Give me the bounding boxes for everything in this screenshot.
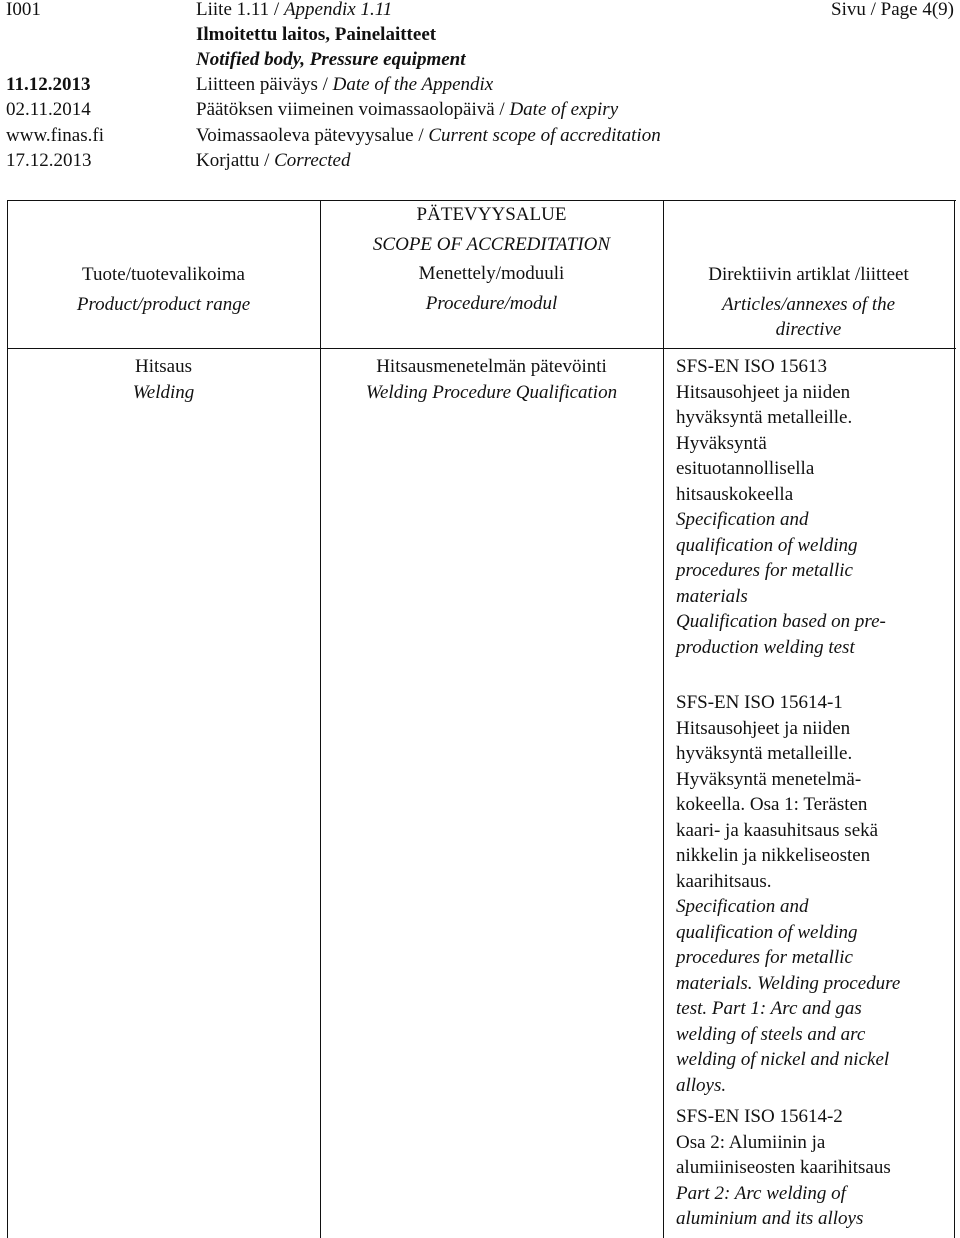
standard-description-en: aluminium and its alloys <box>676 1208 864 1229</box>
standard-description-en: welding of nickel and nickel <box>676 1049 890 1070</box>
scope-title-en: SCOPE OF ACCREDITATION <box>372 233 611 255</box>
standard-description-en: welding of steels and arc <box>676 1023 866 1045</box>
standard-entry <box>676 1104 952 1232</box>
procedure-en: Welding Procedure Qualification <box>365 381 618 403</box>
procedure-fi: Hitsausmenetelmän pätevöinti <box>376 356 607 377</box>
standard-description-en: Specification and <box>676 509 809 530</box>
standard-description-fi: Hyväksyntä <box>676 432 767 454</box>
standard-description-en: alloys. <box>676 1074 727 1096</box>
standard-description-en: Qualification based on pre- <box>676 611 886 632</box>
standard-description-en: materials. Welding procedure <box>676 972 901 994</box>
product-fi: Hitsaus <box>135 356 192 377</box>
col-divider-2 <box>663 200 664 1238</box>
table-border-top <box>7 200 956 201</box>
standard-description-fi: kokeella. Osa 1: Terästen <box>676 794 868 815</box>
standard-description-en: test. Part 1: Arc and gas <box>676 998 862 1019</box>
appendix-line: Liite 1.11 / Appendix 1.11 <box>196 0 393 20</box>
product-en: Welding <box>132 381 195 403</box>
standard-description-en: materials <box>676 585 748 607</box>
notified-body-fi: Ilmoitettu laitos, Painelaitteet <box>196 24 437 45</box>
standard-description-fi: kaari- ja kaasuhitsaus sekä <box>676 819 879 841</box>
col-product-header: Tuote/tuotevalikoima Product/product range <box>76 264 251 315</box>
standard-description-fi: Hitsausohjeet ja niiden <box>676 381 851 403</box>
page-number: Sivu / Page 4(9) <box>831 0 954 20</box>
standard-code: SFS-EN ISO 15613 <box>676 356 827 377</box>
scope-title-fi: PÄTEVYYSALUE <box>416 204 567 225</box>
standard-description-fi: esituotannollisella <box>676 458 815 479</box>
notified-body-en: Notified body, Pressure equipment <box>196 49 466 70</box>
table-border-right <box>954 200 955 1238</box>
appendix-date-label: Liitteen päiväys / Date of the Appendix <box>196 74 494 95</box>
scope-label: Voimassaoleva pätevyysalue / Current scope of accreditation <box>196 125 661 146</box>
standard-description-fi: kaarihitsaus. <box>676 870 772 892</box>
corrected-label: Korjattu / Corrected <box>196 150 351 171</box>
expiry-date: 02.11.2014 <box>6 99 91 120</box>
standard-description-fi: Osa 2: Alumiinin ja <box>676 1131 826 1153</box>
procedure-cell <box>320 354 663 405</box>
product-cell <box>7 354 320 405</box>
col-procedure-header: PÄTEVYYSALUE SCOPE OF ACCREDITATION Menettely/moduuli Procedure/modul <box>320 202 663 316</box>
scope-table <box>7 200 956 1238</box>
standard-entry <box>676 690 952 1098</box>
corrected-date: 17.12.2013 <box>6 150 92 171</box>
standard-description-fi: Hyväksyntä menetelmä- <box>676 768 862 790</box>
standard-description-en: procedures for metallic <box>676 947 853 968</box>
standard-description-en: production welding test <box>676 636 855 658</box>
standard-code: SFS-EN ISO 15614-2 <box>676 1106 843 1127</box>
standard-description-en: Part 2: Arc welding of <box>676 1182 846 1204</box>
expiry-date-label: Päätöksen viimeinen voimassaolopäivä / Date of expiry <box>196 99 619 120</box>
standard-description-en: qualification of welding <box>676 921 858 943</box>
standard-description-en: Specification and <box>676 896 809 917</box>
document-code: I001 <box>6 0 41 20</box>
table-header-divider <box>7 348 956 349</box>
standard-description-fi: hyväksyntä metalleille. <box>676 743 853 764</box>
standard-description-fi: hyväksyntä metalleille. <box>676 407 853 428</box>
standard-description-fi: Hitsausohjeet ja niiden <box>676 717 851 739</box>
standard-description-en: procedures for metallic <box>676 560 853 581</box>
standard-description-en: qualification of welding <box>676 534 858 556</box>
appendix-date: 11.12.2013 <box>6 74 91 95</box>
standard-description-fi: nikkelin ja nikkeliseosten <box>676 845 871 866</box>
standard-description-fi: alumiiniseosten kaarihitsaus <box>676 1157 891 1178</box>
standard-code: SFS-EN ISO 15614-1 <box>676 692 843 713</box>
standards-cell <box>676 354 952 1232</box>
standard-description-fi: hitsauskokeella <box>676 483 794 505</box>
col-articles-header: Direktiivin artiklat /liitteet Articles/annexes of the directive <box>708 264 909 340</box>
standard-entry <box>676 354 952 660</box>
finas-link[interactable]: www.finas.fi <box>6 125 104 146</box>
